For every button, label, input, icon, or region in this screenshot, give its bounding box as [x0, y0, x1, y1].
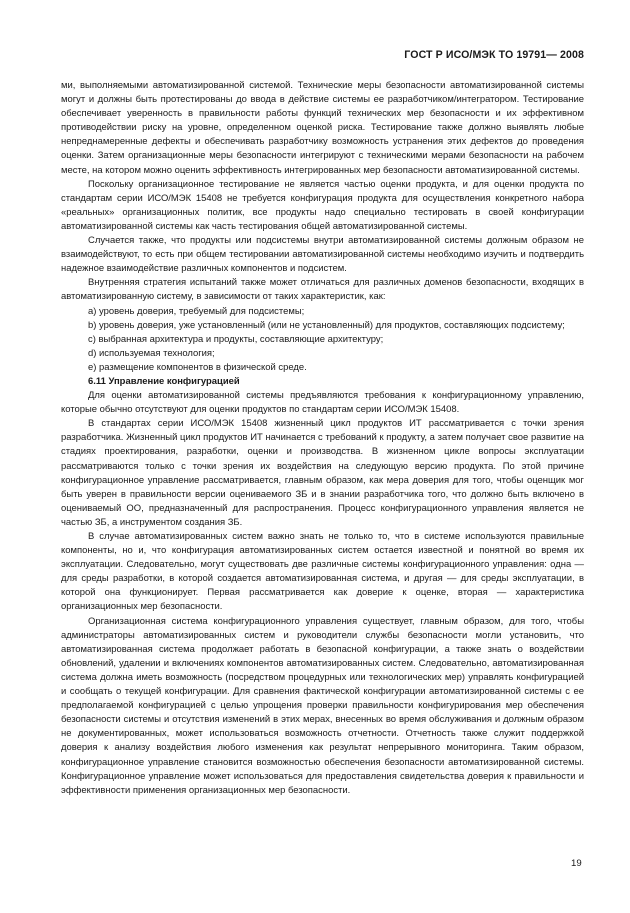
paragraph: Для оценки автоматизированной системы предъявляются требования к конфигурационному управлению, которые обычно отсутствуют для оценки продуктов по стандартам серии ИСО/МЭК 15408.: [61, 390, 584, 416]
body-text: [61, 79, 584, 798]
page-number: 19: [571, 858, 582, 869]
list-item: a) уровень доверия, требуемый для подсистемы;: [88, 305, 305, 317]
paragraph: В случае автоматизированных систем важно знать не только то, что в системе используются правильные компоненты, но и, что конфигурация автоматизированных систем остается известной и понятной во время их эксплуатации. Следовательно, могут существовать две различные системы конфигурационного управления: одна — для среды разработки, в которой создается автоматизированная система, и другая — для среды эксплуатации, в которой она функционирует. Первая рассматривается как доверие к оценке, вторая — характеристика организационных мер безопасности.: [61, 531, 584, 613]
list-item: e) размещение компонентов в физической среде.: [88, 361, 307, 373]
paragraph: ми, выполняемыми автоматизированной системой. Технические меры безопасности автоматизированной системы могут и должны быть протестированы до ввода в действие системы ее разработчиком/интегратором. Тестирование обеспечивает уверенность в правильности работы функций технических мер безопасности и их эффективном противодействии риску на уровне, определенном оценкой риска. Тестирование также должно выявлять любые непреднамеренные дефекты и обеспечивать разработчику возможность устранения этих дефектов до проведения оценки. Затем организационные меры безопасности интегрируют с техническими мерами безопасности на рабочем месте, на котором можно оценить эффективность интегрированных мер безопасности автоматизированной системы.: [61, 80, 584, 176]
paragraph: Внутренняя стратегия испытаний также может отличаться для различных доменов безопасности, входящих в автоматизированную систему, в зависимости от таких характеристик, как:: [61, 277, 584, 303]
section-heading: 6.11 Управление конфигурацией: [88, 375, 240, 387]
list-item: d) используемая технология;: [88, 347, 215, 359]
paragraph: Поскольку организационное тестирование не является частью оценки продукта, и для оценки продукта по стандартам серии ИСО/МЭК 15408 не требуется конфигурация продукта для осуществления конкретного набора «реальных» организационных политик, все продукты надо специально тестировать в своей конфигурации автоматизированной системы как часть тестирования общей автоматизированной системы.: [61, 178, 584, 232]
paragraph: В стандартах серии ИСО/МЭК 15408 жизненный цикл продуктов ИТ рассматривается с точки зрения разработчика. Жизненный цикл продуктов ИТ начинается с требований к продукту, а затем получает свое развитие на стадиях проектирования, разработки, оценки и производства. В жизненном цикле вопросы эксплуатации рассматриваются только с точки зрения их воздействия на следующую версию продукта. По этой причине конфигурационное управление рассматривается, главным образом, как мера доверия для того, чтобы оценщик мог быть уверен в правильности версии оцениваемого ЗБ и в знании разработчика того, что должно быть включено в оцениваемый ОО, предназначенный для распространения. Процесс конфигурационного управления является не частью ЗБ, а инструментом создания ЗБ.: [61, 418, 584, 528]
standard-code-header: ГОСТ Р ИСО/МЭК ТО 19791— 2008: [404, 49, 584, 61]
list-item: b) уровень доверия, уже установленный (или не установленный) для продуктов, составляющих подсистему;: [88, 319, 565, 331]
paragraph: Организационная система конфигурационного управления существует, главным образом, для того, чтобы администраторы автоматизированных систем и руководители службы безопасности могли установить, что автоматизированная система продолжает работать в безопасной конфигурации, а также знать о воздействии обновлений, удалении и включениях компонентов автоматизированных систем. Следовательно, автоматизированная система должна иметь возможность (посредством процедурных или технологических мер) управлять конфигурацией и сообщать о текущей конфигурации. Для сравнения фактической конфигурации автоматизированной системы с ее предполагаемой конфигурацией с целью упрощения проверки правильности конфигурирования мер обеспечения безопасности системы и отсутствия изменений в этих мерах, внесенных во время обслуживания и должным образом не документированных, может использоваться возможность отчетности. Отчетность также служит поддержкой доверия к анализу воздействия любого изменения как результат непрерывного мониторинга. Таким образом, конфигурационное управление становится возможностью обеспечения безопасности автоматизированной системы. Конфигурационное управление может использоваться для предоставления свидетельства доверия к правильности и эффективности применения организационных мер безопасности.: [61, 615, 584, 796]
list-item: c) выбранная архитектура и продукты, составляющие архитектуру;: [88, 333, 384, 345]
paragraph: Случается также, что продукты или подсистемы внутри автоматизированной системы должным образом не взаимодействуют, то есть при общем тестировании автоматизированной системы необходимо изучить и подтвердить надежное взаимодействие различных компонентов и подсистем.: [61, 235, 584, 275]
